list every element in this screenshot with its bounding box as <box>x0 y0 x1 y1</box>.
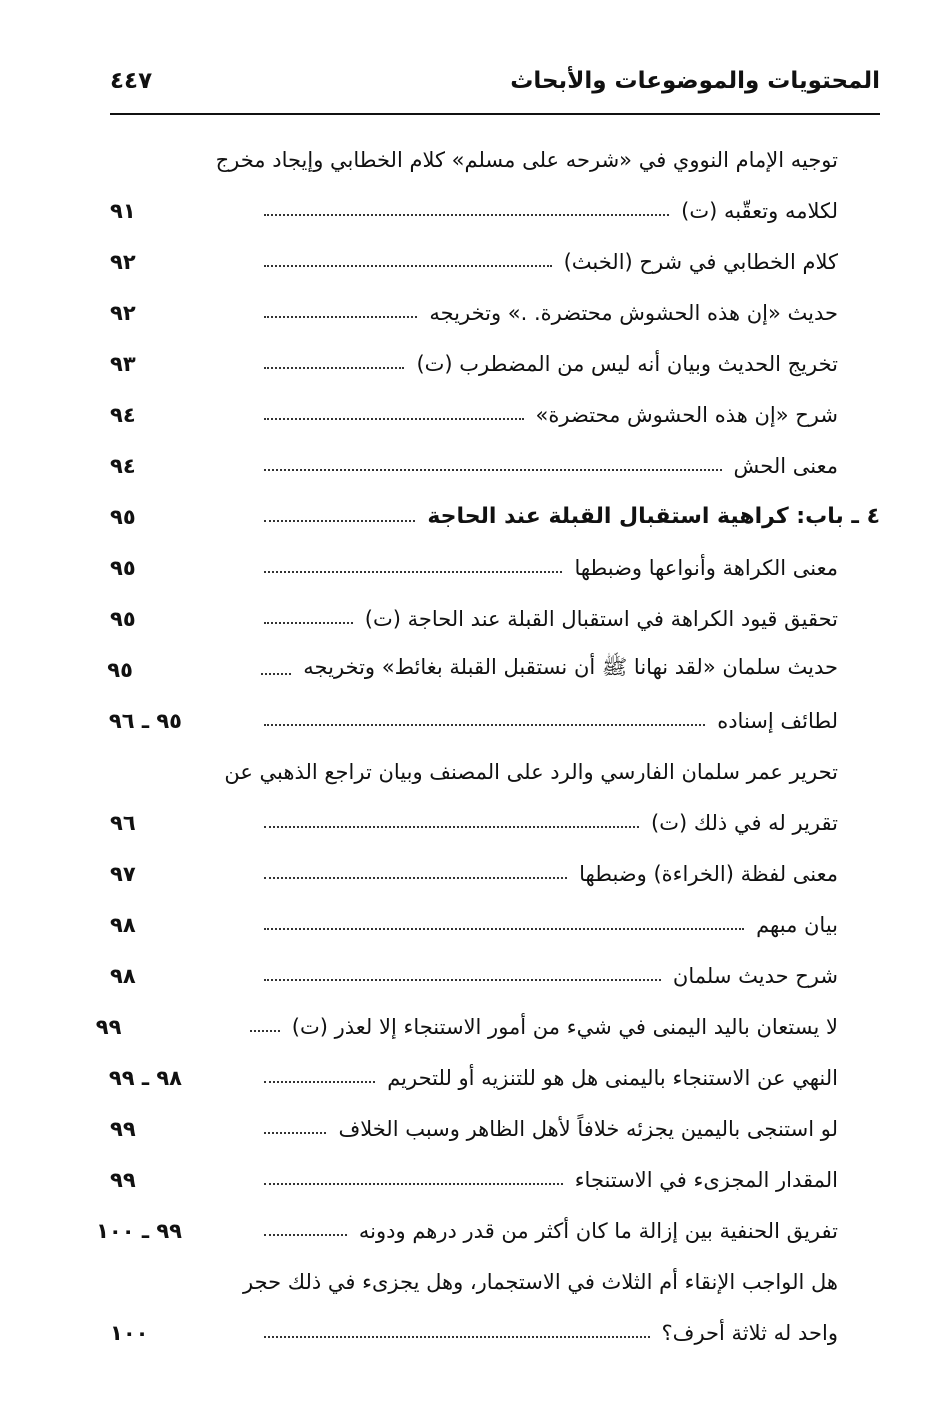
toc-entry-line <box>110 236 880 287</box>
dot-leader <box>264 265 552 267</box>
toc-entry-first-line <box>110 1256 880 1307</box>
dot-leader <box>264 928 744 930</box>
dot-leader <box>264 520 415 522</box>
toc-entry-page: ٩٩ <box>110 1167 136 1192</box>
toc-entry-title: معنى الحش <box>733 453 838 478</box>
toc-entry-title: شرح حديث سلمان <box>672 963 838 988</box>
toc-entry-title: تحقيق قيود الكراهة في استقبال القبلة عند الحاجة (ت) <box>364 606 838 631</box>
toc-entry <box>110 593 880 644</box>
toc-entry <box>110 695 880 746</box>
toc-entry <box>95 1001 880 1052</box>
toc-entry-line <box>110 593 880 644</box>
toc-entry-page: ٩٩ <box>95 1014 122 1039</box>
toc-entry-line <box>110 389 880 440</box>
header-divider <box>110 113 880 115</box>
toc-entry-page: ٩٥ <box>110 555 136 580</box>
toc-entry-page: ٩٥ <box>110 606 136 631</box>
toc-entry-title: تفريق الحنفية بين إزالة ما كان أكثر من قدر درهم ودونه <box>358 1218 838 1243</box>
dot-leader <box>264 418 524 420</box>
toc-entry-line <box>110 1154 880 1205</box>
toc-entry-line <box>110 1052 880 1103</box>
toc-entry <box>110 1256 880 1358</box>
toc-entry-title: لا يستعان باليد اليمنى في شيء من أمور الاستنجاء إلا لعذر (ت) <box>291 1014 838 1039</box>
toc-entry <box>110 1052 880 1103</box>
toc-entry-line <box>110 185 880 236</box>
dot-leader <box>264 724 705 726</box>
table-of-contents <box>95 134 880 1358</box>
toc-entry-page: ٩٨ ـ ٩٩ <box>108 1065 182 1090</box>
running-title: المحتويات والموضوعات والأبحاث <box>510 68 880 94</box>
toc-entry-title: المقدار المجزىء في الاستنجاء <box>574 1167 838 1192</box>
toc-entry <box>110 440 880 491</box>
toc-entry <box>110 899 880 950</box>
toc-entry-title-line: هل الواجب الإنقاء أم الثلاث في الاستجمار، وهل يجزىء في ذلك حجر <box>242 1269 838 1294</box>
toc-entry-page: ٩٥ <box>110 504 136 529</box>
toc-entry-first-line <box>110 746 880 797</box>
toc-entry-title: لو استنجى باليمين يجزئه خلافاً لأهل الظاهر وسبب الخلاف <box>338 1116 838 1141</box>
dot-leader <box>264 316 417 318</box>
toc-entry-page: ٩١ <box>110 198 136 223</box>
dot-leader <box>264 826 639 828</box>
toc-entry-title: لطائف إسناده <box>717 708 838 733</box>
toc-entry-page: ٩٨ <box>110 963 136 988</box>
toc-entry-page: ٩٨ <box>110 912 136 937</box>
toc-entry-title: حديث «إن هذه الحشوش محتضرة. .» وتخريجه <box>429 300 838 325</box>
toc-entry-line <box>110 287 880 338</box>
toc-entry-first-line <box>110 134 880 185</box>
page-header <box>110 62 880 110</box>
toc-entry-title: لكلامه وتعقّبه (ت) <box>681 198 838 223</box>
toc-entry-title: تقرير له في ذلك (ت) <box>651 810 838 835</box>
toc-entry-page: ٩٧ <box>110 861 136 886</box>
toc-entry-line <box>110 1307 880 1358</box>
toc-entry-page: ٩٩ ـ ١٠٠ <box>96 1218 182 1243</box>
toc-entry-title: معنى الكراهة وأنواعها وضبطها <box>574 555 838 580</box>
toc-entry-page: ٩٥ <box>107 657 133 682</box>
toc-entry-page: ٩٥ ـ ٩٦ <box>108 708 182 733</box>
toc-entry-page: ٩٤ <box>110 453 136 478</box>
dot-leader <box>264 1183 563 1185</box>
toc-entry <box>107 644 880 695</box>
toc-entry <box>110 287 880 338</box>
toc-entry-page: ٩٩ <box>110 1116 136 1141</box>
toc-entry <box>96 1205 880 1256</box>
toc-entry-title: كلام الخطابي في شرح (الخبث) <box>563 249 838 274</box>
toc-entry-line <box>96 1205 880 1256</box>
toc-entry <box>110 236 880 287</box>
toc-entry <box>110 950 880 1001</box>
dot-leader <box>264 1336 650 1338</box>
toc-entry-line <box>110 440 880 491</box>
toc-entry-line <box>110 338 880 389</box>
page-number: ٤٤٧ <box>110 68 153 94</box>
toc-entry-line <box>110 695 880 746</box>
dot-leader <box>264 877 567 879</box>
toc-entry-page: ٩٤ <box>110 402 136 427</box>
dot-leader <box>264 469 722 471</box>
toc-entry-line <box>110 950 880 1001</box>
toc-entry <box>110 1154 880 1205</box>
toc-entry-page: ١٠٠ <box>110 1320 149 1345</box>
dot-leader <box>264 622 353 624</box>
toc-entry <box>110 542 880 593</box>
dot-leader <box>264 979 661 981</box>
toc-entry-line <box>110 848 880 899</box>
toc-entry <box>110 338 880 389</box>
dot-leader <box>250 1030 280 1032</box>
toc-entry-line <box>110 491 880 542</box>
toc-entry-line <box>95 1001 880 1052</box>
toc-entry-line <box>110 797 880 848</box>
toc-entry-page: ٩٢ <box>110 300 136 325</box>
toc-entry-title: معنى لفظة (الخراءة) وضبطها <box>579 861 838 886</box>
dot-leader <box>264 367 404 369</box>
toc-entry <box>110 746 880 848</box>
toc-chapter-heading <box>110 491 880 542</box>
dot-leader <box>261 673 291 675</box>
toc-entry-title: ٤ ـ باب: كراهية استقبال القبلة عند الحاجة <box>427 504 880 529</box>
dot-leader <box>264 1081 375 1083</box>
toc-entry-title: النهي عن الاستنجاء باليمنى هل هو للتنزيه أو للتحريم <box>387 1065 838 1090</box>
toc-entry <box>110 389 880 440</box>
toc-entry-line <box>110 1103 880 1154</box>
toc-entry-page: ٩٣ <box>110 351 136 376</box>
toc-entry-page: ٩٢ <box>110 249 136 274</box>
dot-leader <box>264 571 562 573</box>
toc-entry-page: ٩٦ <box>110 810 136 835</box>
toc-entry <box>110 848 880 899</box>
toc-entry-line <box>110 899 880 950</box>
toc-entry-title: حديث سلمان «لقد نهانا ﷺ أن نستقبل القبلة بغائط» وتخريجه <box>303 655 838 679</box>
toc-entry-title-line: تحرير عمر سلمان الفارسي والرد على المصنف وبيان تراجع الذهبي عن <box>224 759 838 784</box>
toc-entry-title: تخريج الحديث وبيان أنه ليس من المضطرب (ت) <box>416 351 838 376</box>
toc-entry <box>110 134 880 236</box>
toc-entry-title: واحد له ثلاثة أحرف؟ <box>661 1320 838 1345</box>
dot-leader <box>264 214 669 216</box>
dot-leader <box>264 1132 326 1134</box>
dot-leader <box>264 1234 347 1236</box>
toc-entry <box>110 1103 880 1154</box>
toc-entry-title: شرح «إن هذه الحشوش محتضرة» <box>535 402 838 427</box>
toc-entry-line <box>110 542 880 593</box>
toc-entry-title: بيان مبهم <box>756 912 838 937</box>
toc-entry-line <box>107 644 880 695</box>
toc-entry-title-line: توجيه الإمام النووي في «شرحه على مسلم» كلام الخطابي وإيجاد مخرج <box>215 147 838 172</box>
